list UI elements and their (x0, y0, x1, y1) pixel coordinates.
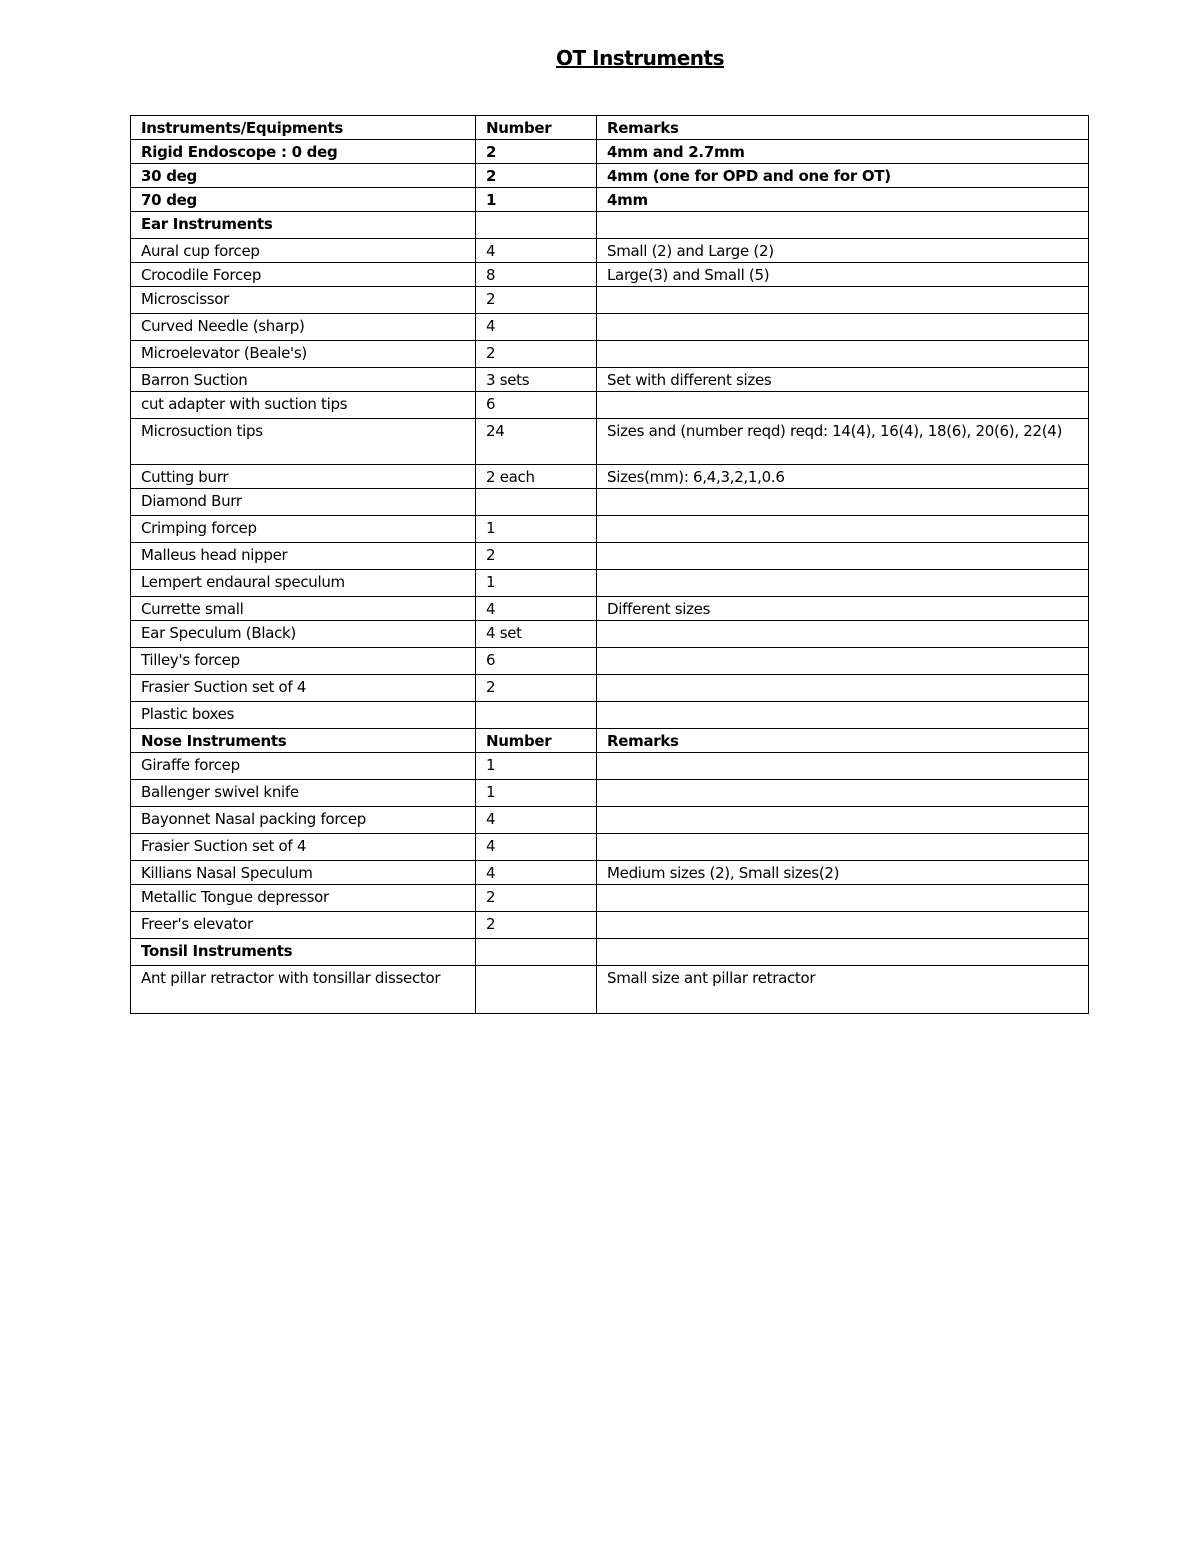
instruments-table-body (131, 116, 1089, 1014)
remarks-cell: Large(3) and Small (5) (597, 263, 1089, 287)
table-row (131, 780, 1089, 807)
instrument-cell: Aural cup forcep (131, 239, 476, 263)
remarks-cell (597, 287, 1089, 314)
instrument-cell: Tonsil Instruments (131, 939, 476, 966)
number-cell: 2 (476, 164, 597, 188)
instrument-cell: cut adapter with suction tips (131, 392, 476, 419)
instrument-cell: Curved Needle (sharp) (131, 314, 476, 341)
instrument-cell: Tilley's forcep (131, 648, 476, 675)
instrument-cell: Instruments/Equipments (131, 116, 476, 140)
table-row (131, 140, 1089, 164)
number-cell: 2 (476, 140, 597, 164)
instrument-cell: Frasier Suction set of 4 (131, 834, 476, 861)
instrument-cell: Microsuction tips (131, 419, 476, 465)
remarks-cell (597, 807, 1089, 834)
remarks-cell: Small (2) and Large (2) (597, 239, 1089, 263)
remarks-cell (597, 702, 1089, 729)
instrument-cell: Microscissor (131, 287, 476, 314)
instrument-cell: Crocodile Forcep (131, 263, 476, 287)
table-row (131, 239, 1089, 263)
instrument-cell: Frasier Suction set of 4 (131, 675, 476, 702)
remarks-cell (597, 516, 1089, 543)
instrument-cell: Crimping forcep (131, 516, 476, 543)
remarks-cell (597, 753, 1089, 780)
table-row (131, 939, 1089, 966)
number-cell: 1 (476, 753, 597, 780)
table-row (131, 621, 1089, 648)
remarks-cell: Set with different sizes (597, 368, 1089, 392)
table-row (131, 341, 1089, 368)
number-cell: 6 (476, 392, 597, 419)
table-row (131, 164, 1089, 188)
table-row (131, 729, 1089, 753)
instrument-cell: Malleus head nipper (131, 543, 476, 570)
number-cell: 1 (476, 188, 597, 212)
table-row (131, 314, 1089, 341)
instrument-cell: Diamond Burr (131, 489, 476, 516)
remarks-cell: Small size ant pillar retractor (597, 966, 1089, 1014)
number-cell: 8 (476, 263, 597, 287)
instrument-cell: Ballenger swivel knife (131, 780, 476, 807)
number-cell: 2 (476, 287, 597, 314)
number-cell: 4 (476, 861, 597, 885)
number-cell: 4 (476, 834, 597, 861)
table-row (131, 116, 1089, 140)
remarks-cell (597, 912, 1089, 939)
table-row (131, 648, 1089, 675)
table-row (131, 263, 1089, 287)
instrument-cell: Plastic boxes (131, 702, 476, 729)
instrument-cell: Cutting burr (131, 465, 476, 489)
instrument-cell: Bayonnet Nasal packing forcep (131, 807, 476, 834)
instrument-cell: Killians Nasal Speculum (131, 861, 476, 885)
instrument-cell: Nose Instruments (131, 729, 476, 753)
number-cell: 1 (476, 780, 597, 807)
number-cell: 4 (476, 597, 597, 621)
number-cell: 6 (476, 648, 597, 675)
remarks-cell (597, 314, 1089, 341)
number-cell (476, 966, 597, 1014)
remarks-cell: Remarks (597, 116, 1089, 140)
table-row (131, 570, 1089, 597)
number-cell: 24 (476, 419, 597, 465)
instrument-cell: Metallic Tongue depressor (131, 885, 476, 912)
instrument-cell: Ear Speculum (Black) (131, 621, 476, 648)
number-cell: 2 (476, 912, 597, 939)
number-cell: Number (476, 729, 597, 753)
remarks-cell: Sizes and (number reqd) reqd: 14(4), 16(4), 18(6), 20(6), 22(4) (597, 419, 1089, 465)
table-row (131, 516, 1089, 543)
remarks-cell: 4mm (597, 188, 1089, 212)
table-row (131, 543, 1089, 570)
number-cell: 1 (476, 516, 597, 543)
number-cell (476, 212, 597, 239)
instrument-cell: Rigid Endoscope : 0 deg (131, 140, 476, 164)
instrument-cell: Freer's elevator (131, 912, 476, 939)
instrument-cell: Currette small (131, 597, 476, 621)
instrument-cell: Microelevator (Beale's) (131, 341, 476, 368)
instrument-cell: 70 deg (131, 188, 476, 212)
remarks-cell (597, 648, 1089, 675)
number-cell: 2 (476, 675, 597, 702)
table-row (131, 212, 1089, 239)
number-cell: 2 (476, 885, 597, 912)
number-cell: Number (476, 116, 597, 140)
table-row (131, 861, 1089, 885)
number-cell: 4 set (476, 621, 597, 648)
number-cell: 4 (476, 807, 597, 834)
table-row (131, 465, 1089, 489)
table-row (131, 807, 1089, 834)
remarks-cell (597, 570, 1089, 597)
number-cell: 3 sets (476, 368, 597, 392)
remarks-cell: Sizes(mm): 6,4,3,2,1,0.6 (597, 465, 1089, 489)
table-row (131, 287, 1089, 314)
remarks-cell (597, 780, 1089, 807)
remarks-cell (597, 392, 1089, 419)
number-cell: 2 each (476, 465, 597, 489)
remarks-cell: Remarks (597, 729, 1089, 753)
instrument-cell: Barron Suction (131, 368, 476, 392)
table-row (131, 419, 1089, 465)
number-cell: 2 (476, 341, 597, 368)
table-row (131, 885, 1089, 912)
remarks-cell: Different sizes (597, 597, 1089, 621)
table-row (131, 188, 1089, 212)
remarks-cell (597, 621, 1089, 648)
table-row (131, 597, 1089, 621)
remarks-cell (597, 212, 1089, 239)
remarks-cell (597, 489, 1089, 516)
remarks-cell (597, 675, 1089, 702)
number-cell: 1 (476, 570, 597, 597)
table-row (131, 834, 1089, 861)
table-row (131, 489, 1089, 516)
number-cell: 2 (476, 543, 597, 570)
number-cell (476, 939, 597, 966)
table-row (131, 702, 1089, 729)
instrument-cell: Ear Instruments (131, 212, 476, 239)
table-row (131, 912, 1089, 939)
remarks-cell (597, 341, 1089, 368)
number-cell: 4 (476, 239, 597, 263)
table-row (131, 966, 1089, 1014)
instrument-cell: Ant pillar retractor with tonsillar dissector (131, 966, 476, 1014)
number-cell (476, 489, 597, 516)
table-row (131, 368, 1089, 392)
instrument-cell: Giraffe forcep (131, 753, 476, 780)
page-title: OT Instruments (556, 46, 724, 70)
number-cell (476, 702, 597, 729)
remarks-cell (597, 834, 1089, 861)
remarks-cell: Medium sizes (2), Small sizes(2) (597, 861, 1089, 885)
remarks-cell: 4mm and 2.7mm (597, 140, 1089, 164)
remarks-cell (597, 543, 1089, 570)
table-row (131, 675, 1089, 702)
remarks-cell (597, 939, 1089, 966)
instruments-table (130, 115, 1089, 1014)
remarks-cell: 4mm (one for OPD and one for OT) (597, 164, 1089, 188)
table-row (131, 753, 1089, 780)
table-row (131, 392, 1089, 419)
instrument-cell: 30 deg (131, 164, 476, 188)
number-cell: 4 (476, 314, 597, 341)
remarks-cell (597, 885, 1089, 912)
instrument-cell: Lempert endaural speculum (131, 570, 476, 597)
